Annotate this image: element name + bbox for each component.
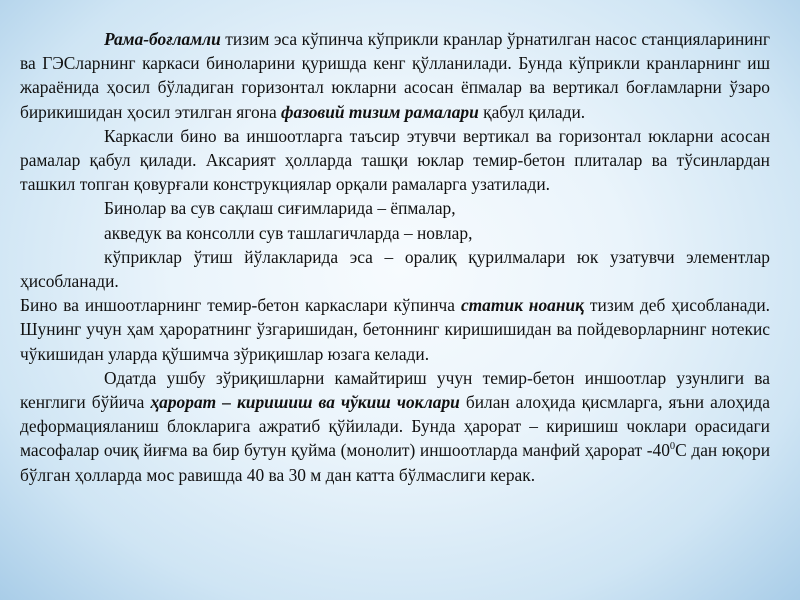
degree-superscript: 0 (669, 441, 676, 453)
paragraph-text: қабул қилади. (478, 101, 586, 122)
paragraph-text: Одатда ушбу зўриқишларни камайтириш учун темир-бетон иншоотлар узунлиги ва кенглиги бўйича (20, 367, 770, 413)
paragraph-frame-loads (20, 124, 770, 197)
list-item-channels: акведук ва консолли сув ташлагичларда – новлар, (104, 222, 473, 243)
paragraph-text: Каркасли бино ва иншоотларга таъсир этувчи вертикал ва горизонтал юкларни асосан рамалар қабул қилади. Аксарият ҳолларда ташқи юклар темир-бетон плиталар ва тўсинлардан ташкил топган қовурғали конструкциялар орқали рамаларга узатилади. (20, 125, 770, 195)
paragraph-statically-indeterminate (20, 293, 770, 366)
paragraph-text: тизим эса кўпинча кўприкли кранлар ўрнатилган насос станцияларининг ва ГЭСларнинг каркаси биноларини қуришда кенг қўлланилади. Бунда кўприкли кранларнинг иш жараёнида ҳосил бўладиган горизонтал юкларни асосан ёпмалар ва вертикал боғламларни ўзаро бирикишидан ҳосил этилган ягона (20, 29, 770, 122)
list-item-roofs: Бинолар ва сув сақлаш сиғимларида – ёпмалар, (104, 198, 456, 219)
term-frame-braced: Рама-боғламли (104, 29, 221, 49)
paragraph-text: Бино ва иншоотларнинг темир-бетон каркаслари кўпинча (20, 295, 461, 316)
paragraph-text: билан алоҳида қисмларга, яъни алоҳида деформацияланиш блокларига ажратиб қўйилади. Бунда ҳарорат – киришиш чоклари орасидаги масофалар очиқ йиғма ва бир бутун қуйма (монолит) иншоотларда манфий ҳарорат -40 (20, 392, 770, 461)
slide-text-body (20, 27, 770, 487)
term-statically-indeterminate: статик ноаниқ (460, 295, 584, 316)
term-expansion-joints: ҳарорат – киришиш ва чўкиш чоклари (150, 392, 460, 413)
list-item-span-structures: кўприклар ўтиш йўлакларида эса – оралиқ қурилмалари юк узатувчи элементлар ҳисобланади. (20, 246, 770, 292)
paragraph-expansion-joints (20, 366, 770, 487)
paragraph-frame-braced-system (20, 27, 770, 124)
term-spatial-frame-system: фазовий тизим рамалари (281, 101, 479, 122)
paragraph-text: С дан юқори бўлган ҳолларда мос равишда 40 ва 30 м дан катта бўлмаслиги керак. (20, 440, 770, 485)
paragraph-text: тизим деб ҳисобланади. Шунинг учун ҳам ҳароратнинг ўзгаришидан, бетоннинг киришишидан ва пойдеворларнинг нотекис чўкишидан уларда қўшимча зўриқишлар юзага келади. (20, 295, 770, 364)
